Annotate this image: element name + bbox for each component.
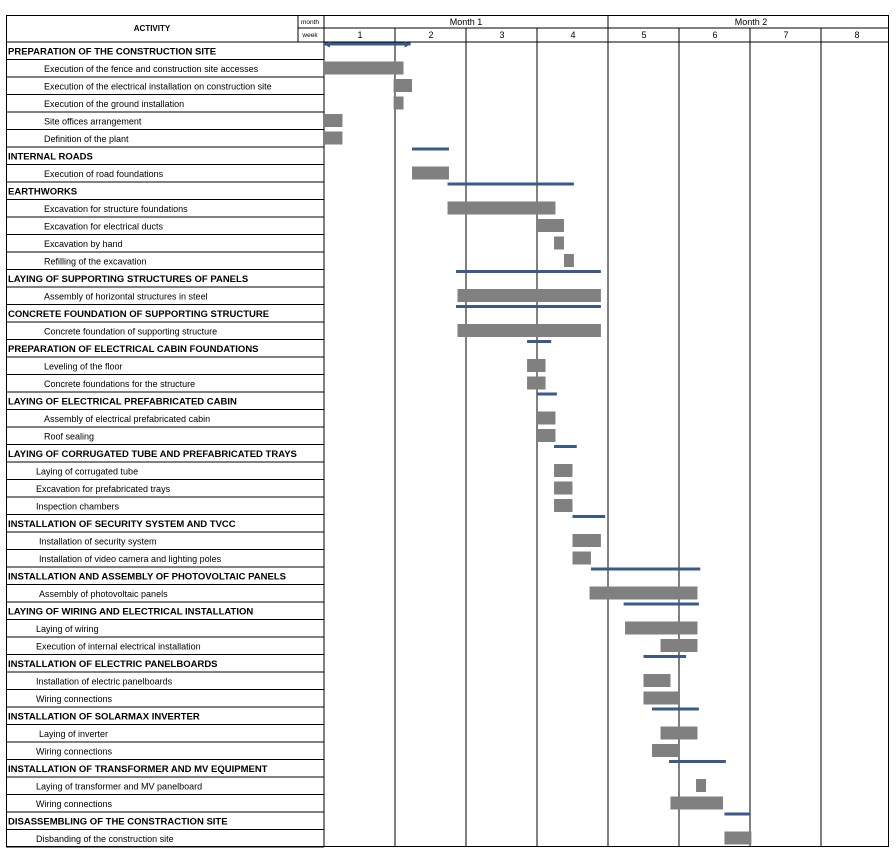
- section-label: PREPARATION OF ELECTRICAL CABIN FOUNDATIONS: [8, 343, 259, 355]
- task-label: Concrete foundations for the structure: [44, 378, 196, 389]
- section-label: LAYING OF WIRING AND ELECTRICAL INSTALLATION: [8, 606, 254, 618]
- task-label: Laying of wiring: [36, 623, 99, 634]
- week-1-label: 1: [357, 30, 363, 40]
- task-row: [6, 219, 564, 235]
- section-label: LAYING OF ELECTRICAL PREFABRICATED CABIN: [8, 396, 237, 408]
- task-bar: [412, 167, 449, 180]
- task-bar: [457, 324, 600, 337]
- task-label: Excavation by hand: [44, 238, 123, 249]
- task-row: [6, 727, 697, 743]
- task-bar: [644, 674, 671, 687]
- week-6-label: 6: [712, 30, 718, 40]
- task-label: Excavation for prefabricated trays: [36, 483, 171, 494]
- task-label: Assembly of horizontal structures in steel: [44, 291, 208, 302]
- task-bar: [554, 237, 564, 250]
- week-4-label: 4: [570, 30, 576, 40]
- task-bar: [652, 744, 679, 757]
- task-label: Assembly of electrical prefabricated cabin: [44, 413, 211, 424]
- section-label: EARTHWORKS: [8, 186, 78, 198]
- task-bar: [448, 202, 556, 215]
- task-row: [6, 254, 574, 270]
- section-row: [6, 394, 557, 410]
- task-label: Excavation for electrical ducts: [44, 221, 164, 232]
- task-row: [6, 779, 706, 795]
- task-label: Leveling of the floor: [44, 361, 123, 372]
- task-bar: [527, 359, 545, 372]
- week-7-label: 7: [783, 30, 789, 40]
- task-bar: [724, 832, 751, 845]
- task-bar: [394, 79, 412, 92]
- task-label: Installation of video camera and lighting poles: [39, 553, 222, 564]
- section-row: [6, 709, 699, 725]
- section-row: [6, 447, 577, 463]
- task-label: Concrete foundation of supporting structure: [44, 326, 218, 337]
- section-row: [6, 814, 750, 830]
- task-row: [6, 534, 601, 550]
- task-row: [6, 289, 601, 305]
- task-bar: [661, 639, 698, 652]
- task-row: [6, 412, 555, 428]
- task-label: Execution of the electrical installation on construction site: [44, 81, 272, 92]
- task-bar: [324, 132, 342, 145]
- section-label: CONCRETE FOUNDATION OF SUPPORTING STRUCTURE: [8, 308, 270, 320]
- task-bar: [564, 254, 574, 267]
- task-row: [6, 202, 555, 218]
- task-row: [6, 377, 546, 393]
- task-label: Installation of electric panelboards: [36, 676, 173, 687]
- section-label: INSTALLATION OF TRANSFORMER AND MV EQUIPMENT: [8, 763, 268, 775]
- task-bar: [324, 62, 404, 75]
- section-row: [6, 604, 699, 620]
- section-row: [6, 42, 411, 60]
- week-row-label: week: [302, 32, 318, 39]
- task-label: Roof sealing: [44, 431, 95, 442]
- task-row: [6, 622, 697, 638]
- section-row: [6, 184, 574, 200]
- task-label: Site offices arrangement: [44, 116, 142, 127]
- section-row: [6, 657, 686, 673]
- task-row: [6, 167, 449, 183]
- task-label: Wiring connections: [36, 693, 113, 704]
- task-row: [6, 114, 342, 130]
- task-label: Wiring connections: [36, 798, 113, 809]
- task-row: [6, 482, 573, 498]
- section-label: INSTALLATION AND ASSEMBLY OF PHOTOVOLTAIC PANELS: [8, 571, 286, 583]
- task-label: Laying of transformer and MV panelboard: [36, 781, 203, 792]
- task-row: [6, 359, 546, 375]
- task-row: [6, 499, 573, 515]
- task-label: Assembly of photovoltaic panels: [39, 588, 168, 599]
- task-row: [6, 132, 342, 148]
- task-bar: [527, 377, 545, 390]
- task-label: Disbanding of the construction site: [36, 833, 174, 844]
- month-1-label: Month 1: [449, 17, 483, 27]
- task-label: Execution of road foundations: [44, 168, 164, 179]
- task-label: Laying of inverter: [39, 728, 109, 739]
- task-row: [6, 324, 601, 340]
- task-row: [6, 464, 573, 480]
- task-bar: [554, 464, 572, 477]
- task-row: [6, 429, 555, 445]
- section-label: DISASSEMBLING OF THE CONSTRACTION SITE: [8, 816, 228, 828]
- task-bar: [394, 97, 404, 110]
- section-row: [6, 272, 601, 288]
- task-label: Execution of the ground installation: [44, 98, 185, 109]
- section-row: [6, 569, 700, 585]
- task-bar: [324, 114, 342, 127]
- task-row: [6, 797, 723, 813]
- task-row: [6, 674, 670, 690]
- section-row: [6, 517, 605, 533]
- task-row: [6, 692, 679, 708]
- task-row: [6, 79, 412, 95]
- task-row: [6, 97, 404, 113]
- task-row: [6, 587, 697, 603]
- section-row: [6, 149, 449, 165]
- section-row: [6, 762, 726, 778]
- section-row: [6, 307, 601, 323]
- month-row-label: month: [300, 19, 320, 26]
- week-3-label: 3: [499, 30, 505, 40]
- task-row: [6, 237, 564, 253]
- task-bar: [573, 552, 591, 565]
- task-row: [6, 832, 751, 848]
- week-2-label: 2: [428, 30, 434, 40]
- task-label: Execution of the fence and construction site accesses: [44, 63, 259, 74]
- task-bar: [644, 692, 680, 705]
- task-bar: [537, 429, 555, 442]
- task-bar: [661, 727, 698, 740]
- task-row: [6, 639, 697, 655]
- task-label: Inspection chambers: [36, 501, 120, 512]
- month-2-label: Month 2: [734, 17, 768, 27]
- task-bar: [554, 499, 572, 512]
- task-bar: [554, 482, 572, 495]
- task-row: [6, 552, 591, 568]
- section-row: [6, 342, 551, 358]
- section-label: INSTALLATION OF ELECTRIC PANELBOARDS: [8, 658, 218, 670]
- task-label: Installation of security system: [39, 536, 157, 547]
- task-bar: [625, 622, 697, 635]
- task-label: Laying of corrugated tube: [36, 466, 139, 477]
- gantt-rows: [6, 42, 751, 848]
- section-label: INTERNAL ROADS: [8, 151, 93, 163]
- task-row: [6, 62, 404, 78]
- section-label: LAYING OF CORRUGATED TUBE AND PREFABRICATED TRAYS: [8, 448, 297, 460]
- gantt-chart: [6, 15, 890, 851]
- task-bar: [573, 534, 601, 547]
- activity-column-title: ACTIVITY: [133, 24, 171, 33]
- week-8-label: 8: [854, 30, 860, 40]
- task-bar: [537, 412, 555, 425]
- task-bar: [696, 779, 706, 792]
- task-label: Definition of the plant: [44, 133, 129, 144]
- week-5-label: 5: [641, 30, 647, 40]
- task-bar: [670, 797, 723, 810]
- task-bar: [537, 219, 564, 232]
- task-row: [6, 744, 679, 760]
- task-bar: [457, 289, 600, 302]
- section-label: INSTALLATION OF SOLARMAX INVERTER: [8, 711, 200, 723]
- section-label: LAYING OF SUPPORTING STRUCTURES OF PANELS: [8, 273, 249, 285]
- task-label: Wiring connections: [36, 746, 113, 757]
- section-label: PREPARATION OF THE CONSTRUCTION SITE: [8, 46, 217, 58]
- task-label: Refilling of the excavation: [44, 256, 147, 267]
- task-bar: [590, 587, 698, 600]
- task-label: Execution of internal electrical installation: [36, 641, 201, 652]
- task-label: Excavation for structure foundations: [44, 203, 188, 214]
- section-label: INSTALLATION OF SECURITY SYSTEM AND TVCC: [8, 518, 236, 530]
